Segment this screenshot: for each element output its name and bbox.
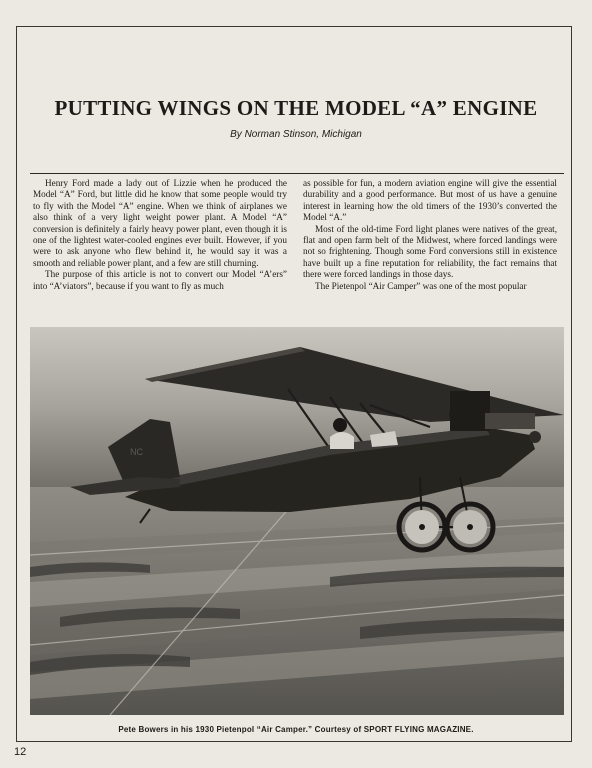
paragraph: Most of the old-time Ford light planes were natives of the great, flat and open farm belt of the Midwest, where forced landings were not so frightening. Though some Ford conversions still in existence have built up a fine reputation for reliability, the fact remains that there were forced landings in those days. xyxy=(303,223,557,280)
paragraph: as possible for fun, a modern aviation engine will give the essential durability and a good performance. But most of us have a genuine interest in learning how the old timers of the 1930’s converted the Model “A.” xyxy=(303,178,557,223)
page-number: 12 xyxy=(14,746,27,758)
title-rule xyxy=(30,173,564,174)
text-column-left xyxy=(33,178,287,292)
airplane-photo xyxy=(30,327,564,715)
article-byline: By Norman Stinson, Michigan xyxy=(230,129,362,140)
paragraph: Henry Ford made a lady out of Lizzie when he produced the Model “A” Ford, but little did he know that some people would try to fly with the Model “A” engine. When we think of airplanes we also think of a very light weight power plant. A Model “A” conversion is definitely a fairly heavy power plant, even though it is one of the lightest water-cooled engines ever built. However, if you were to ask anyone who flew behind it, he would say it was a smooth and reliable power plant, and a few are still churning. xyxy=(33,178,287,268)
photo-caption: Pete Bowers in his 1930 Pietenpol “Air Camper.” Courtesy of SPORT FLYING MAGAZINE. xyxy=(118,725,474,734)
article-title: PUTTING WINGS ON THE MODEL “A” ENGINE xyxy=(54,96,538,120)
paragraph: The purpose of this article is not to convert our Model “A’ers” into “A’viators”, because if you want to fly as much xyxy=(33,269,287,291)
paragraph: The Pietenpol “Air Camper” was one of the most popular xyxy=(315,280,527,291)
text-column-right xyxy=(303,178,557,292)
svg-text:NC: NC xyxy=(130,447,143,457)
